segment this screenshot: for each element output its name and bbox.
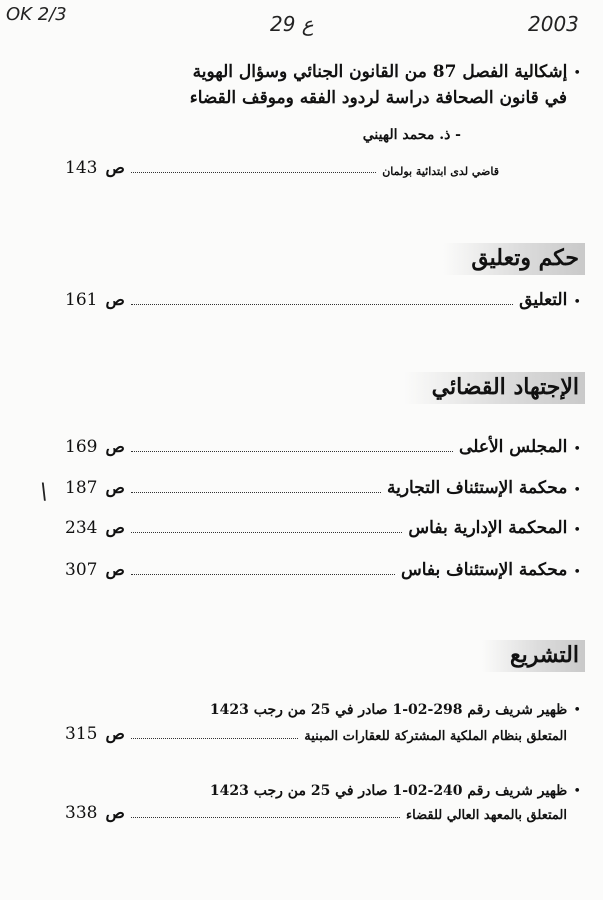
page-label: ص (105, 290, 125, 309)
leader-dots (131, 304, 513, 305)
page-label: ص (105, 724, 125, 743)
toc-entry-decree-2 (65, 783, 581, 799)
page-label: ص (105, 560, 125, 579)
toc-entry-article (65, 62, 581, 143)
bullet: • (573, 523, 581, 538)
bullet: • (573, 483, 581, 498)
page-ref (65, 158, 125, 178)
bullet: • (573, 442, 581, 457)
page-label: ص (105, 158, 125, 177)
entry-title-line2: المتعلق بنظام الملكية المشتركة للعقارات المبنية (304, 729, 567, 744)
leader-dots (131, 817, 400, 818)
entry-title-line1: إشكالية الفصل 87 من القانون الجنائي وسؤال الهوية (192, 62, 568, 82)
toc-line-decree-2 (65, 803, 581, 823)
toc-line-commercial-appeal-court (65, 478, 581, 498)
handwritten-issue-number: ع 29 (270, 12, 314, 36)
leader-dots (131, 172, 376, 173)
entry-title-line2: المتعلق بالمعهد العالي للقضاء (406, 808, 567, 823)
page-number: 307 (65, 560, 98, 580)
leader-dots (131, 492, 381, 493)
leader-dots (131, 574, 395, 575)
toc-line-appeal-court-fes (65, 560, 581, 580)
page-number: 315 (65, 724, 98, 744)
page-number: 234 (65, 518, 98, 538)
page-ref (65, 518, 125, 538)
page-number: 143 (65, 158, 98, 178)
entry-author: - ذ. محمد الهيني (362, 127, 461, 143)
entry-title: المجلس الأعلى (459, 437, 568, 457)
handwritten-side-mark: \ (40, 480, 48, 505)
bullet: • (573, 703, 581, 718)
page-label: ص (105, 437, 125, 456)
entry-title: محكمة الإستئناف بفاس (400, 560, 568, 580)
leader-dots (131, 451, 453, 452)
entry-title: المحكمة الإدارية بفاس (408, 518, 568, 538)
leader-dots (131, 532, 403, 533)
page-ref (65, 560, 125, 580)
toc-entry-decree-1 (65, 702, 581, 718)
bullet: • (573, 565, 581, 580)
toc-line-administrative-court-fes (65, 518, 581, 538)
toc-line-article (65, 158, 581, 178)
handwritten-note-top-left: OK 2/3 (6, 4, 67, 25)
page-label: ص (105, 803, 125, 822)
page-label: ص (105, 478, 125, 497)
page-number: 161 (65, 290, 98, 310)
bullet: • (573, 66, 581, 81)
page-ref (65, 290, 125, 310)
entry-title-line1: ظهير شريف رقم 240-02-1 صادر في 25 من رجب 1423 (209, 783, 568, 799)
entry-title: التعليق (519, 290, 568, 310)
toc-line-supreme-council (65, 437, 581, 457)
section-heading-jurisprudence: الإجتهاد القضائي (404, 372, 585, 404)
leader-dots (131, 738, 298, 739)
entry-title: محكمة الإستئناف التجارية (386, 478, 568, 498)
page-label: ص (105, 518, 125, 537)
entry-title-line2: في قانون الصحافة دراسة لردود الفقه وموقف القضاء (189, 88, 567, 108)
page-ref (65, 437, 125, 457)
entry-title-line1: ظهير شريف رقم 298-02-1 صادر في 25 من رجب 1423 (209, 702, 568, 718)
page-ref (65, 478, 125, 498)
page-number: 169 (65, 437, 98, 457)
toc-line-comment (65, 290, 581, 310)
entry-author-role: قاضي لدى ابتدائية بولمان (382, 165, 499, 178)
bullet: • (573, 784, 581, 799)
toc-line-decree-1 (65, 724, 581, 744)
section-heading-judgment-comment: حكم وتعليق (443, 243, 585, 275)
handwritten-year: 2003 (528, 12, 579, 36)
bullet: • (573, 295, 581, 310)
page-ref (65, 724, 125, 744)
page-ref (65, 803, 125, 823)
section-heading-legislation: التشريع (482, 640, 585, 672)
page-number: 187 (65, 478, 98, 498)
page-number: 338 (65, 803, 98, 823)
